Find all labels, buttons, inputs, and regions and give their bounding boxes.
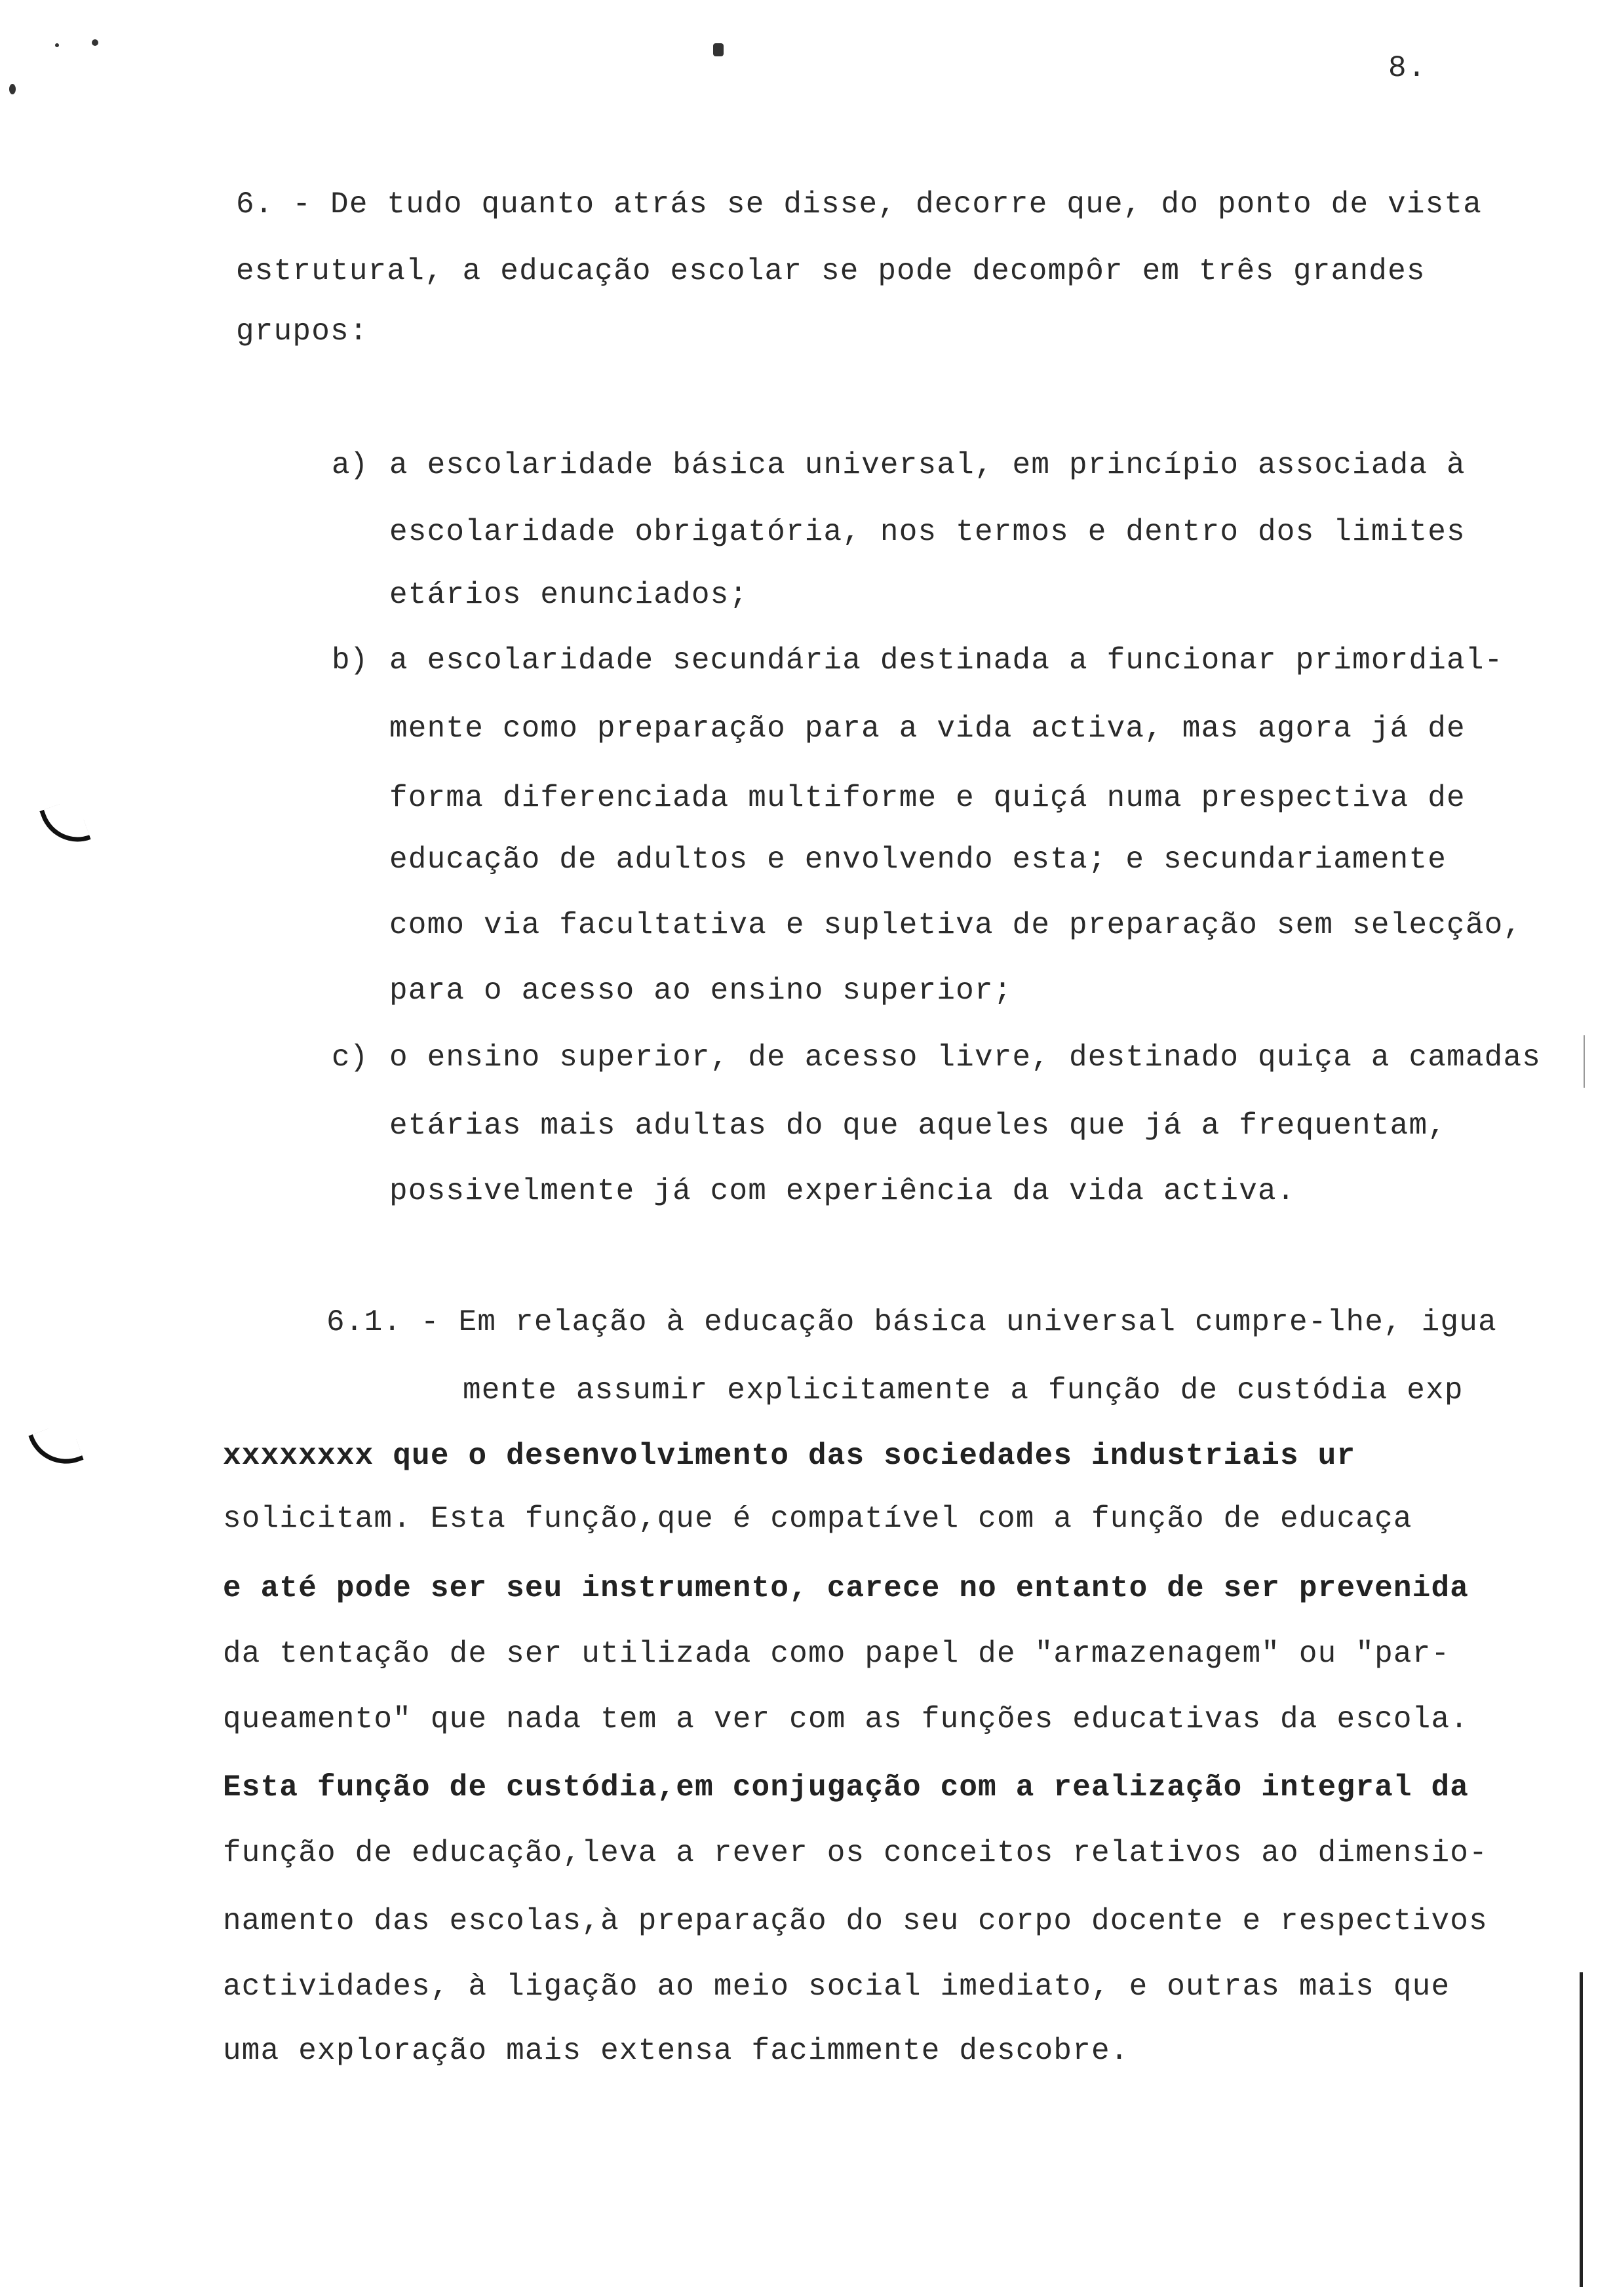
list-item-line: forma diferenciada multiforme e quiçá numa prespectiva de	[389, 781, 1466, 815]
paragraph-line: função de educação,leva a rever os conceitos relativos ao dimensio-	[223, 1836, 1488, 1870]
paragraph-line: 6. - De tudo quanto atrás se disse, decorre que, do ponto de vista	[236, 187, 1483, 221]
scan-speck	[9, 84, 16, 94]
list-item-line: a escolaridade básica universal, em princípio associada à	[389, 448, 1466, 482]
list-item-label: c)	[332, 1041, 368, 1075]
list-item-line: educação de adultos e envolvendo esta; e secundariamente	[389, 843, 1447, 877]
list-item-line: a escolaridade secundária destinada a funcionar primordial-	[389, 643, 1504, 678]
paragraph-line: actividades, à ligação ao meio social imediato, e outras mais que	[223, 1970, 1450, 2004]
list-item-line: como via facultativa e supletiva de preparação sem selecção,	[389, 908, 1523, 942]
list-item-line: para o acesso ao ensino superior;	[389, 974, 1013, 1008]
paragraph-line: grupos:	[236, 315, 368, 349]
list-item-label: a)	[332, 448, 368, 482]
paragraph-line: Esta função de custódia,em conjugação com a realização integral da	[223, 1770, 1469, 1805]
margin-hole-mark	[28, 1421, 84, 1474]
list-item-line: possivelmente já com experiência da vida activa.	[389, 1174, 1296, 1208]
paragraph-line: solicitam. Esta função,que é compatível com a função de educaça	[223, 1502, 1412, 1536]
scan-speck	[92, 39, 98, 46]
scan-speck	[713, 43, 724, 56]
list-item-line: escolaridade obrigatória, nos termos e dentro dos limites	[389, 515, 1466, 549]
scan-speck	[55, 43, 59, 47]
paragraph-line: estrutural, a educação escolar se pode decompôr em três grandes	[236, 254, 1426, 288]
list-item-line: etários enunciados;	[389, 578, 749, 612]
paragraph-line: 6.1. - Em relação à educação básica universal cumpre-lhe, igua	[326, 1305, 1497, 1339]
paragraph-line: e até pode ser seu instrumento, carece no entanto de ser prevenida	[223, 1571, 1469, 1605]
paragraph-line: queamento" que nada tem a ver com as funções educativas da escola.	[223, 1702, 1469, 1736]
paragraph-line: xxxxxxxx que o desenvolvimento das sociedades industriais ur	[223, 1439, 1356, 1473]
list-item-line: mente como preparação para a vida activa, mas agora já de	[389, 712, 1466, 746]
list-item-line: etárias mais adultas do que aqueles que já a frequentam,	[389, 1109, 1447, 1143]
list-item-label: b)	[332, 643, 368, 678]
paragraph-line: mente assumir explicitamente a função de custódia exp	[463, 1373, 1464, 1407]
scan-edge-line	[1580, 1972, 1583, 2287]
page-number: 8.	[1388, 51, 1428, 85]
paragraph-line: da tentação de ser utilizada como papel de "armazenagem" ou "par-	[223, 1637, 1450, 1671]
margin-hole-mark	[39, 798, 90, 852]
paragraph-line: namento das escolas,à preparação do seu corpo docente e respectivos	[223, 1904, 1488, 1938]
paragraph-line: uma exploração mais extensa facimmente descobre.	[223, 2034, 1129, 2068]
scan-edge-line	[1584, 1035, 1585, 1088]
list-item-line: o ensino superior, de acesso livre, destinado quiça a camadas	[389, 1041, 1542, 1075]
